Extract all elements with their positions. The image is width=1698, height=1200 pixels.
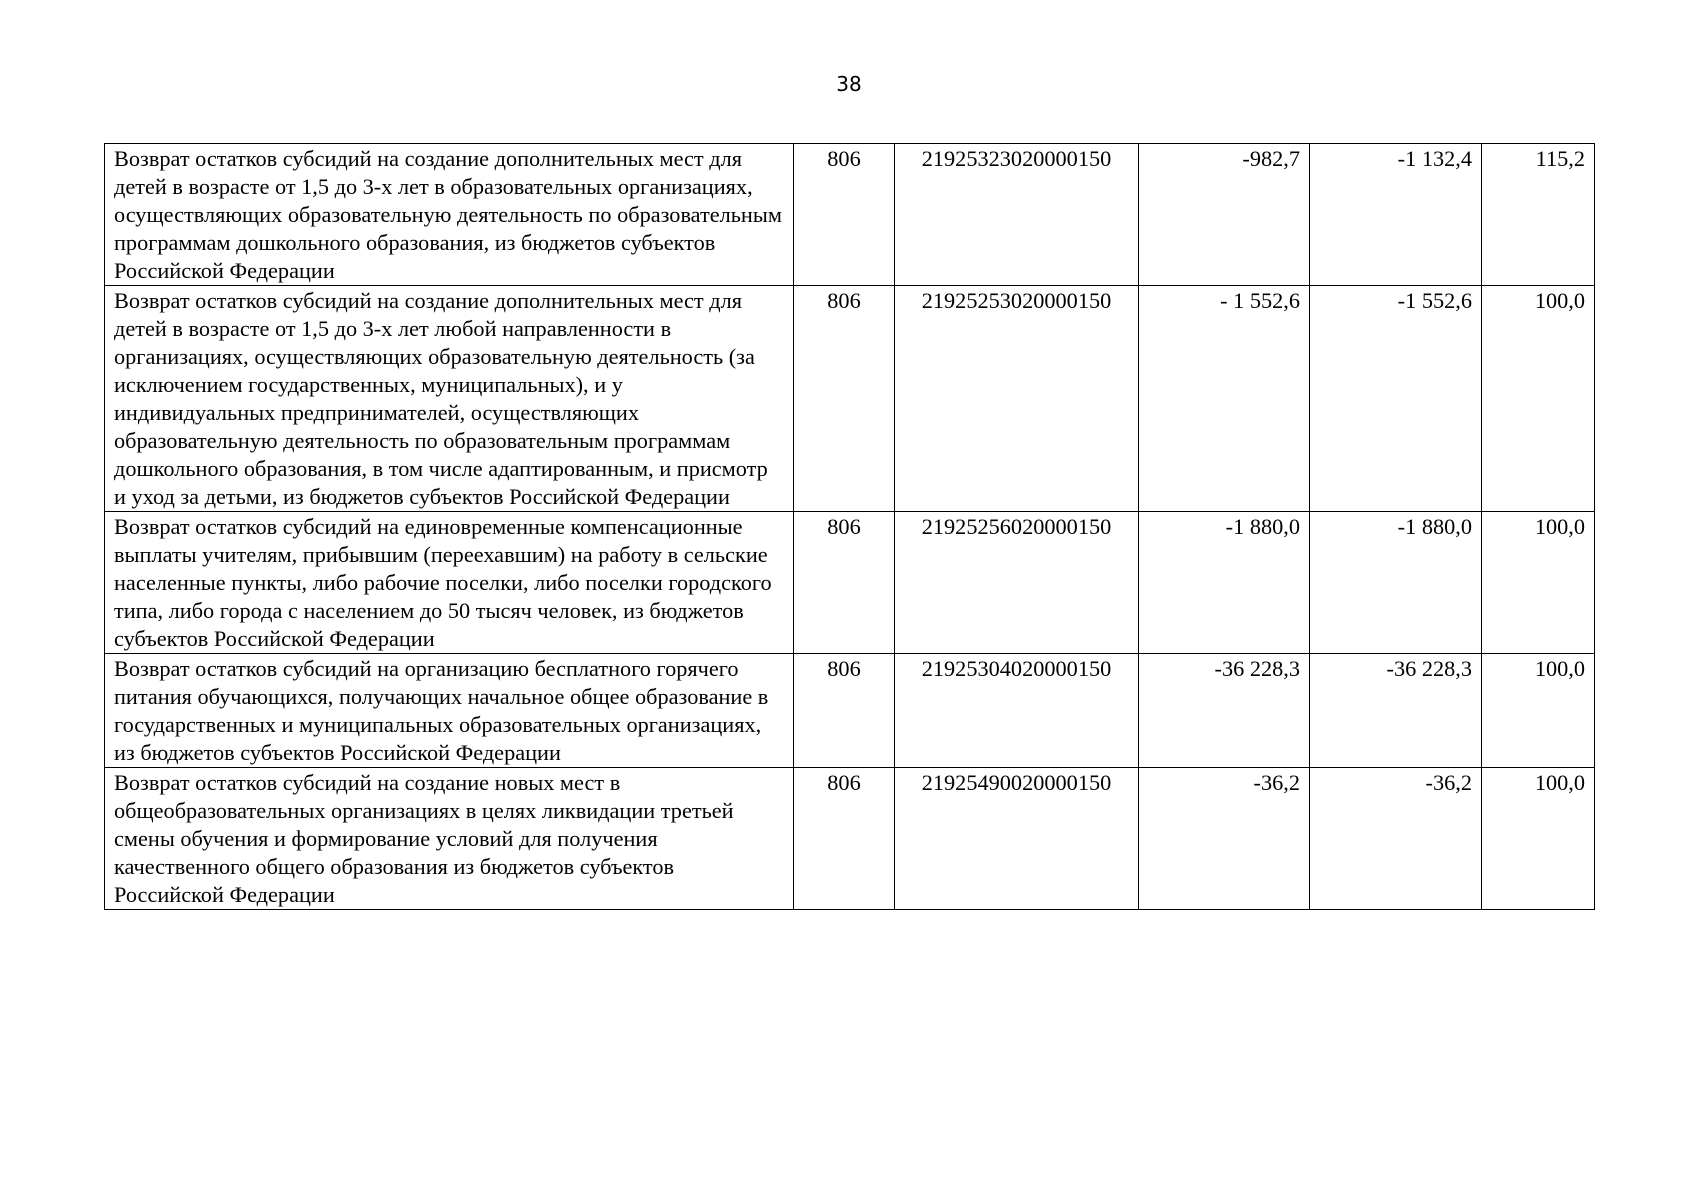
table-row — [105, 286, 1595, 512]
table-row — [105, 768, 1595, 910]
kbk-code-cell: 21925304020000150 — [895, 654, 1139, 768]
percent-cell: 115,2 — [1482, 144, 1595, 286]
value1-cell: - 1 552,6 — [1139, 286, 1310, 512]
kbk-code-cell: 21925490020000150 — [895, 768, 1139, 910]
value2-cell: -36 228,3 — [1310, 654, 1482, 768]
value1-cell: -1 880,0 — [1139, 512, 1310, 654]
kbk-code-cell: 21925323020000150 — [895, 144, 1139, 286]
value2-cell: -1 132,4 — [1310, 144, 1482, 286]
row-description: Возврат остатков субсидий на создание дополнительных мест для детей в возрасте от 1,5 до 3-х лет любой направленности в организациях, осуществляющих образовательную деятельность (за исключением государственных, муниципальных), и у индивидуальных предпринимателей, осуществляющих образовательную деятельность по образовательным программам дошкольного образования, в том числе адаптированным, и присмотр и уход за детьми, из бюджетов субъектов Российской Федерации — [105, 286, 794, 512]
percent-cell: 100,0 — [1482, 286, 1595, 512]
percent-cell: 100,0 — [1482, 768, 1595, 910]
kbk-code-cell: 21925256020000150 — [895, 512, 1139, 654]
row-description: Возврат остатков субсидий на создание новых мест в общеобразовательных организациях в целях ликвидации третьей смены обучения и формирование условий для получения качественного общего образования из бюджетов субъектов Российской Федерации — [105, 768, 794, 910]
row-description: Возврат остатков субсидий на организацию бесплатного горячего питания обучающихся, получающих начальное общее образование в государственных и муниципальных образовательных организациях, из бюджетов субъектов Российской Федерации — [105, 654, 794, 768]
row-description: Возврат остатков субсидий на единовременные компенсационные выплаты учителям, прибывшим (переехавшим) на работу в сельские населенные пункты, либо рабочие поселки, либо поселки городского типа, либо города с населением до 50 тысяч человек, из бюджетов субъектов Российской Федерации — [105, 512, 794, 654]
percent-cell: 100,0 — [1482, 654, 1595, 768]
admin-code-cell: 806 — [794, 654, 895, 768]
page-number: 38 — [836, 72, 862, 96]
value1-cell: -36,2 — [1139, 768, 1310, 910]
admin-code-cell: 806 — [794, 512, 895, 654]
budget-table — [104, 143, 1595, 910]
row-description: Возврат остатков субсидий на создание дополнительных мест для детей в возрасте от 1,5 до 3-х лет в образовательных организациях, осуществляющих образовательную деятельность по образовательным программам дошкольного образования, из бюджетов субъектов Российской Федерации — [105, 144, 794, 286]
value1-cell: -982,7 — [1139, 144, 1310, 286]
admin-code-cell: 806 — [794, 144, 895, 286]
value2-cell: -1 552,6 — [1310, 286, 1482, 512]
percent-cell: 100,0 — [1482, 512, 1595, 654]
admin-code-cell: 806 — [794, 286, 895, 512]
value2-cell: -36,2 — [1310, 768, 1482, 910]
value2-cell: -1 880,0 — [1310, 512, 1482, 654]
table-row — [105, 654, 1595, 768]
table-row — [105, 144, 1595, 286]
kbk-code-cell: 21925253020000150 — [895, 286, 1139, 512]
table-row — [105, 512, 1595, 654]
value1-cell: -36 228,3 — [1139, 654, 1310, 768]
admin-code-cell: 806 — [794, 768, 895, 910]
